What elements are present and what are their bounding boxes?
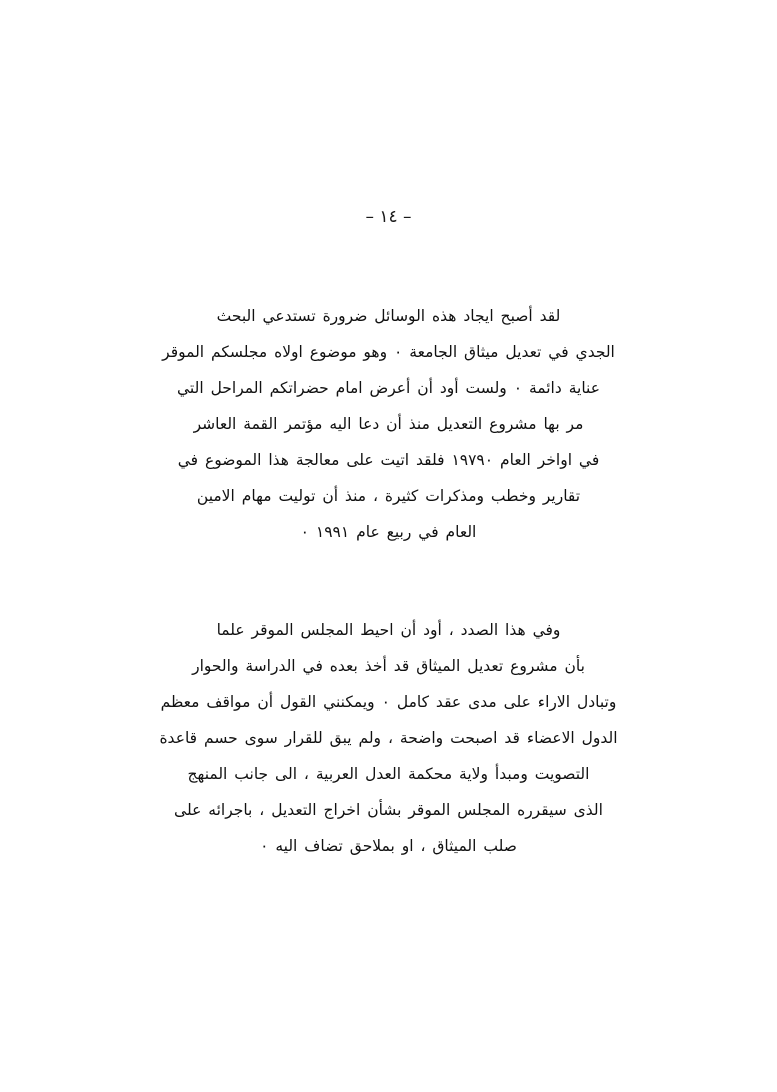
paragraph-1-line-3: عناية دائمة ٠ ولست أود أن أعرض امام حضراتكم المراحل التي — [177, 379, 600, 397]
paragraph-1-line-6: تقارير وخطب ومذكرات كثيرة ، منذ أن توليت مهام الامين — [196, 487, 581, 505]
paragraph-2 — [100, 612, 677, 864]
paragraph-1-line-7: العام في ربيع عام ١٩٩١ ٠ — [300, 523, 477, 541]
paragraph-1 — [100, 298, 677, 550]
paragraph-1-line-4: مر بها مشروع التعديل منذ أن دعا اليه مؤتمر القمة العاشر — [193, 415, 584, 433]
page-number: – ١٤ – — [365, 207, 412, 227]
paragraph-2-line-4: الدول الاعضاء قد اصبحت واضحة ، ولم يبق للقرار سوى حسم قاعدة — [159, 729, 618, 747]
paragraph-1-line-2: الجدي في تعديل ميثاق الجامعة ٠ وهو موضوع اولاه مجلسكم الموقر — [162, 343, 615, 361]
paragraph-2-line-2: بأن مشروع تعديل الميثاق قد أخذ بعده في الدراسة والحوار — [192, 657, 585, 675]
paragraph-1-line-5: في اواخر العام ١٩٧٩٠ فلقد اتيت على معالجة هذا الموضوع في — [177, 451, 600, 469]
paragraph-2-line-3: وتبادل الاراء على مدى عقد كامل ٠ ويمكنني القول أن مواقف معظم — [160, 693, 617, 711]
paragraph-2-line-1: وفي هذا الصدد ، أود أن احيط المجلس الموقر علما — [216, 621, 561, 639]
paragraph-2-line-6: الذى سيقرره المجلس الموقر بشأن اخراج التعديل ، باجرائه على — [174, 801, 603, 819]
paragraph-1-line-1: لقد أصبح ايجاد هذه الوسائل ضرورة تستدعي البحث — [216, 307, 561, 325]
paragraph-2-line-7: صلب الميثاق ، او بملاحق تضاف اليه ٠ — [260, 837, 517, 855]
paragraph-2-line-5: التصويت ومبدأ ولاية محكمة العدل العربية ، الى جانب المنهج — [187, 765, 590, 783]
